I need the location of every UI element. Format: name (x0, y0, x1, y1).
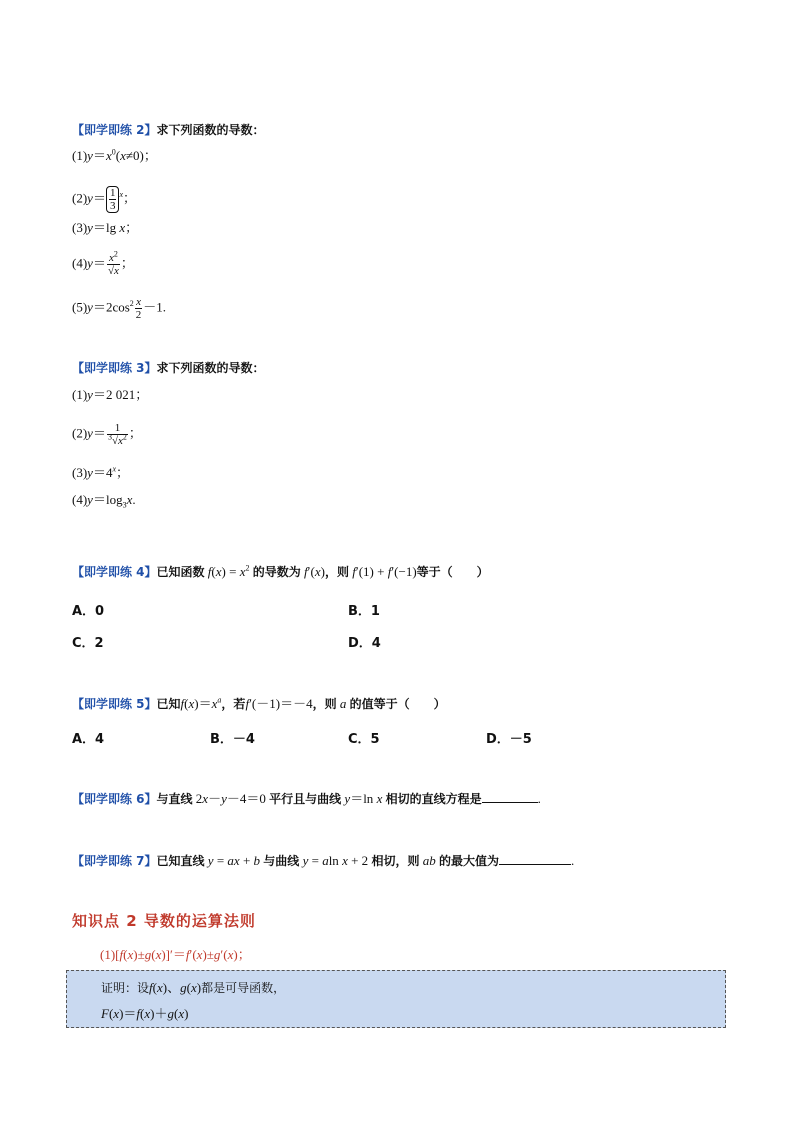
exercise-2-title: 【即学即练 2】求下列函数的导数： (72, 123, 265, 137)
proof-line-1: 证明：设f(x)、g(x)都是可导函数， (101, 980, 286, 995)
rule-formula: (1)[f(x)±g(x)]′＝f′(x)±g′(x)； (100, 947, 251, 962)
option-c: C．2 (72, 636, 104, 651)
option-b: B．1 (348, 604, 380, 619)
exercise-2-item-5: $(5)y=2\cos^2$ $\frac{x}{2}$ －1. (72, 296, 167, 321)
exercise-6-question: 【即学即练 6】与直线 2x－y－4＝0 平行且与曲线 y＝ln x 相切的直线方程是 . (72, 791, 541, 806)
exercise-tag: 【即学即练 2】 (72, 123, 157, 137)
option-b: B．－4 (210, 732, 255, 747)
option-d: D．－5 (486, 732, 532, 747)
exercise-2-item-2: (2)y＝ $\frac{1}{3}$ $^x$； (72, 187, 137, 212)
exercise-tag: 【即学即练 4】 (72, 565, 157, 579)
option-a: A．4 (72, 732, 105, 747)
exercise-2-item-3: (3)y＝lg x； (72, 220, 139, 235)
option-a: A．0 (72, 604, 105, 619)
exercise-tag: 【即学即练 7】 (72, 854, 157, 868)
exercise-5-question: 【即学即练 5】已知$f(x)=x^a$，若f′(－1)＝－4，则 a 的值等于（ ） (72, 695, 446, 711)
exercise-2-item-4: (4)y＝ $\frac{x^2}{√x}$ ； (72, 249, 134, 277)
exercise-3-item-1: (1)y＝2 021； (72, 387, 149, 402)
answer-blank[interactable] (499, 852, 571, 865)
option-d: D．4 (348, 636, 381, 651)
exercise-3-item-3: $(3)y=4^x$； (72, 464, 130, 480)
section-heading: 知识点 2 导数的运算法则 (72, 912, 256, 930)
exercise-tag: 【即学即练 5】 (72, 697, 157, 711)
proof-line-2: F(x)＝f(x)＋g(x) (101, 1006, 189, 1021)
answer-blank[interactable] (482, 790, 538, 803)
option-c: C．5 (348, 732, 380, 747)
proof-box (66, 970, 726, 1028)
exercise-4-question: 【即学即练 4】已知函数 $f(x) = x^2$ 的导数为 f′(x)，则 f′(1) + f′(−1)等于（ ） (72, 563, 489, 579)
exercise-tag: 【即学即练 3】 (72, 361, 157, 375)
exercise-7-question: 【即学即练 7】已知直线 y = ax + b 与曲线 y = aln x + 2 相切，则 ab 的最大值为 . (72, 853, 575, 868)
exercise-3-item-2: (2)y＝ $\frac{1}{^3√x^2}$ ； (72, 422, 142, 447)
exercise-3-item-4: $(4)y=\log_3x$. (72, 492, 136, 510)
exercise-3-title: 【即学即练 3】求下列函数的导数： (72, 361, 265, 375)
exercise-2-item-1: $(1)y=x^0(x\ne 0)$； (72, 147, 157, 163)
exercise-tag: 【即学即练 6】 (72, 792, 157, 806)
